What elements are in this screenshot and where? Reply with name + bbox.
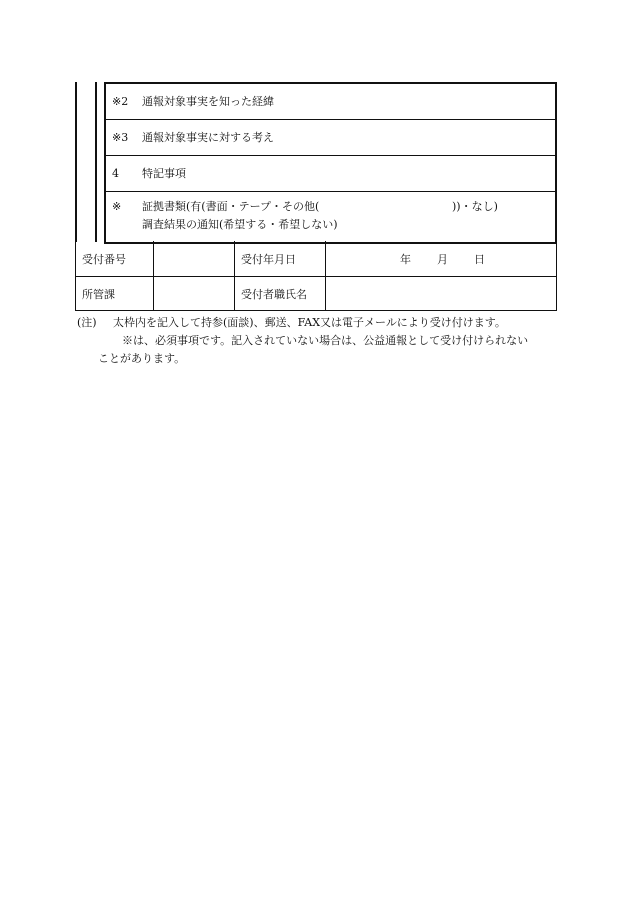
reception-date-label: 受付年月日 bbox=[241, 253, 296, 266]
staff-field[interactable] bbox=[326, 277, 556, 310]
notification-label: 調査結果の通知(希望する・希望しない) bbox=[142, 218, 338, 231]
year-label: 年 bbox=[400, 253, 411, 266]
department-label: 所管課 bbox=[82, 288, 115, 301]
day-label: 日 bbox=[474, 253, 485, 266]
reception-date-field[interactable] bbox=[326, 241, 556, 276]
note-line-2: ※は、必須事項です。記入されていない場合は、公益通報として受け付けられない bbox=[122, 334, 529, 347]
required-mark: ※3 bbox=[112, 131, 129, 144]
form-row-background[interactable] bbox=[106, 84, 555, 120]
required-mark: ※ bbox=[112, 200, 122, 213]
row-label: 通報対象事実を知った経緯 bbox=[142, 95, 274, 108]
form-row-evidence[interactable] bbox=[106, 192, 555, 242]
reception-number-field[interactable] bbox=[154, 241, 234, 276]
staff-label: 受付者職氏名 bbox=[241, 288, 307, 301]
note-line-1: 太枠内を記入して持参(面談)、郵送、FAX又は電子メールにより受け付けます。 bbox=[113, 316, 506, 329]
note-line-3: ことがあります。 bbox=[98, 352, 186, 365]
row-label: 特記事項 bbox=[142, 167, 186, 180]
required-mark: ※2 bbox=[112, 95, 129, 108]
evidence-label: 証拠書類(有(書面・テープ・その他( bbox=[142, 200, 320, 213]
form-row-remarks[interactable] bbox=[106, 156, 555, 192]
department-field[interactable] bbox=[154, 277, 234, 310]
report-form-frame bbox=[104, 82, 557, 244]
evidence-suffix: ))・なし) bbox=[452, 200, 498, 213]
reception-table bbox=[75, 241, 557, 311]
month-label: 月 bbox=[437, 253, 448, 266]
frame-left-border-inner bbox=[95, 82, 97, 242]
row-label: 通報対象事実に対する考え bbox=[142, 131, 274, 144]
table-divider bbox=[234, 241, 235, 310]
form-row-opinion[interactable] bbox=[106, 120, 555, 156]
reception-number-label: 受付番号 bbox=[82, 253, 126, 266]
note-prefix: (注) bbox=[77, 316, 97, 329]
item-number: 4 bbox=[112, 167, 119, 180]
frame-left-border-outer bbox=[75, 82, 77, 242]
